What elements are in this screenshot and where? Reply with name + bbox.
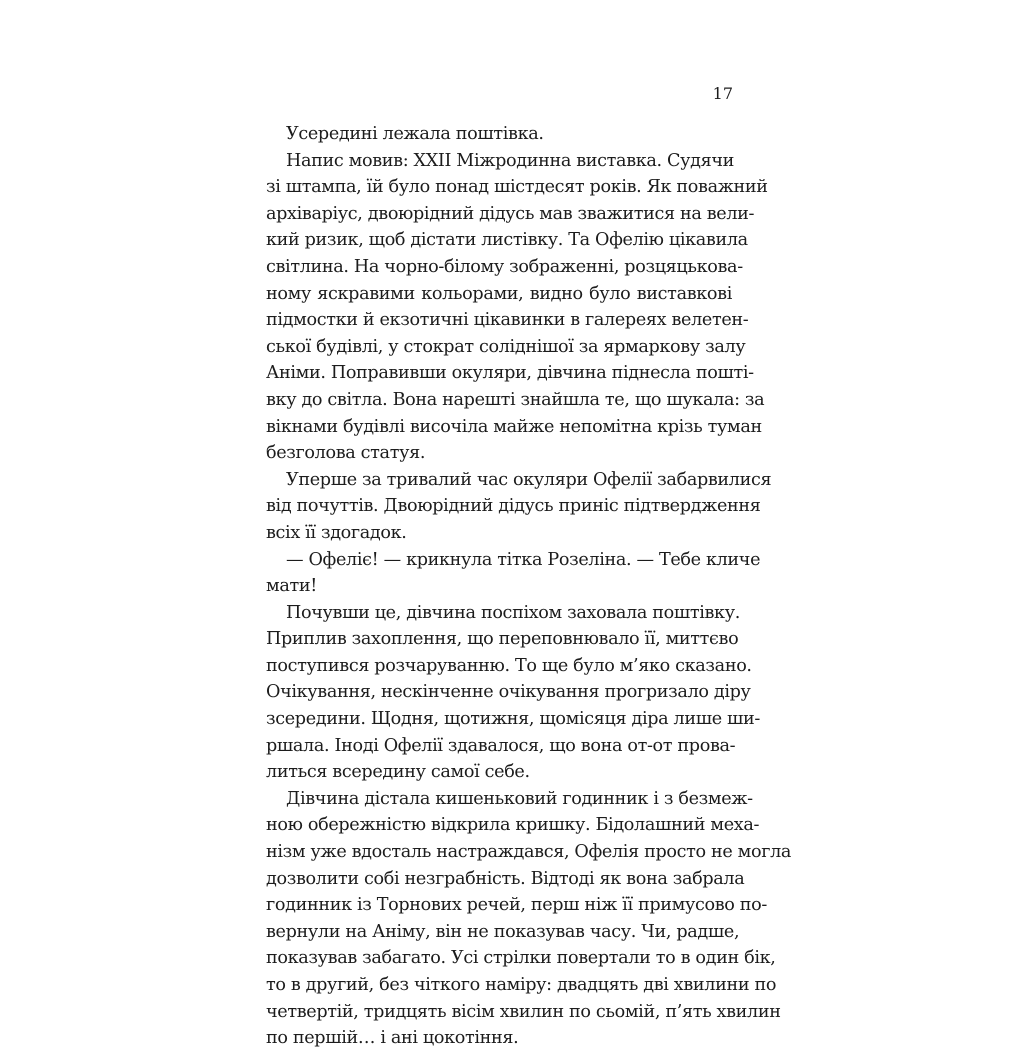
text-line: підмостки й екзотичні цікавинки в галереях велетен- [266, 310, 749, 331]
text-line: — Офеліє! — крикнула тітка Розеліна. — Тебе кличе [286, 549, 761, 570]
text-line: литься всередину самої себе. [266, 762, 530, 783]
text-line: годинник із Торнових речей, перш ніж її примусово по- [266, 895, 767, 916]
body-text [266, 121, 792, 1052]
text-line: Дівчина дістала кишеньковий годинник і з безмеж- [286, 788, 753, 809]
text-line: від почуттів. Двоюрідний дідусь приніс підтвердження [266, 496, 761, 517]
text-line: всіх її здогадок. [266, 522, 407, 543]
text-line: Аніми. Поправивши окуляри, дівчина піднесла пошті- [266, 363, 754, 384]
text-line: кий ризик, щоб дістати листівку. Та Офелію цікавила [266, 230, 748, 251]
text-line: мати! [266, 576, 317, 597]
text-line: Напис мовив: XXII Міжродинна виставка. Судячи [286, 150, 735, 171]
text-line: дозволити собі незграбність. Відтоді як вона забрала [266, 868, 745, 889]
text-line: архіваріус, двоюрідний дідусь мав зважитися на вели- [266, 203, 755, 224]
text-line: вікнами будівлі височіла майже непомітна крізь туман [266, 416, 762, 437]
page-number: 17 [712, 84, 733, 103]
text-line: вернули на Аніму, він не показував часу. Чи, радше, [266, 921, 740, 942]
text-line: безголова статуя. [266, 443, 426, 464]
text-line: ршала. Іноді Офелії здавалося, що вона от-от прова- [266, 735, 736, 756]
text-line: четвертій, тридцять вісім хвилин по сьомій, п’ять хвилин [266, 1001, 781, 1022]
text-line: зі штампа, їй було понад шістдесят років. Як поважний [266, 177, 768, 198]
text-line: вку до світла. Вона нарешті знайшла те, що шукала: за [266, 389, 765, 410]
text-line: по першій… і ані цокотіння. [266, 1028, 519, 1049]
text-line: поступився розчаруванню. То ще було м’яко сказано. [266, 655, 752, 676]
text-line: ному яскравими кольорами, видно було виставкові [266, 283, 732, 304]
text-line: Почувши це, дівчина поспіхом заховала поштівку. [286, 602, 740, 623]
text-line: світлина. На чорно-білому зображенні, розцяцькова- [266, 256, 743, 277]
text-line: Усередині лежала поштівка. [286, 124, 544, 144]
text-line: Приплив захоплення, що переповнювало її, миттєво [266, 629, 739, 650]
text-line: ської будівлі, у стократ соліднішої за ярмаркову залу [266, 336, 746, 357]
text-line: ною обережністю відкрила кришку. Бідолашний меха- [266, 815, 760, 836]
text-line: показував забагато. Усі стрілки повертали то в один бік, [266, 948, 776, 969]
text-line: нізм уже вдосталь настраждався, Офелія просто не могла [266, 842, 792, 863]
text-line: зсередини. Щодня, щотижня, щомісяця діра лише ши- [266, 709, 761, 730]
text-line: Очікування, нескінченне очікування прогризало діру [266, 682, 751, 703]
text-line: то в другий, без чіткого наміру: двадцять дві хвилини по [266, 975, 777, 995]
text-line: Уперше за тривалий час окуляри Офелії забарвилися [286, 469, 772, 490]
